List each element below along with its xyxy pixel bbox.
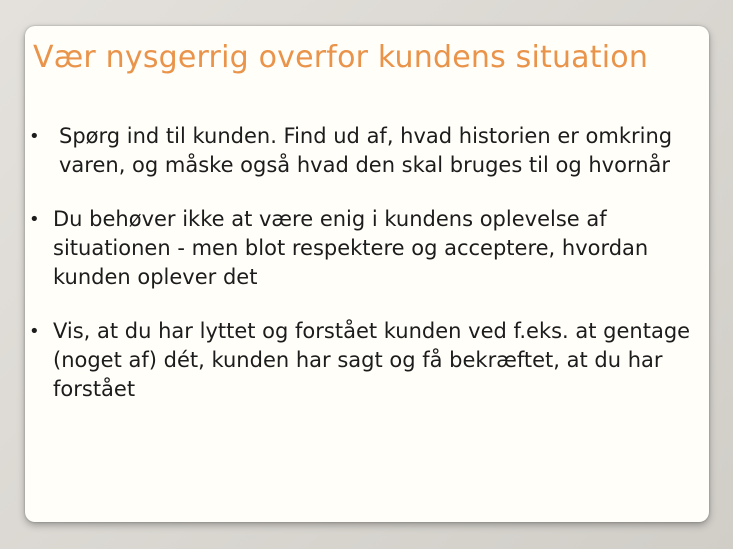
slide (25, 26, 709, 522)
bullet-item-3 (25, 317, 709, 404)
bullet-marker: • (29, 209, 40, 230)
bullet-marker: • (29, 321, 40, 342)
bullet-text-2: Du behøver ikke at være enig i kundens oplevelse af situationen - men blot respektere og acceptere, hvordan kunden oplever det (53, 207, 649, 289)
bullet-marker: • (29, 126, 40, 147)
bullet-text-3: Vis, at du har lyttet og forstået kunden ved f.eks. at gentage (noget af) dét, kunden har sagt og få bekræftet, at du har forstået (53, 319, 691, 401)
bullet-item-1 (25, 122, 709, 180)
bullet-item-2 (25, 205, 709, 292)
bullet-text-1: Spørg ind til kunden. Find ud af, hvad historien er omkring varen, og måske også hvad den skal bruges til og hvornår (59, 124, 673, 177)
slide-title: Vær nysgerrig overfor kundens situation (33, 40, 649, 75)
bullet-list (25, 122, 709, 429)
